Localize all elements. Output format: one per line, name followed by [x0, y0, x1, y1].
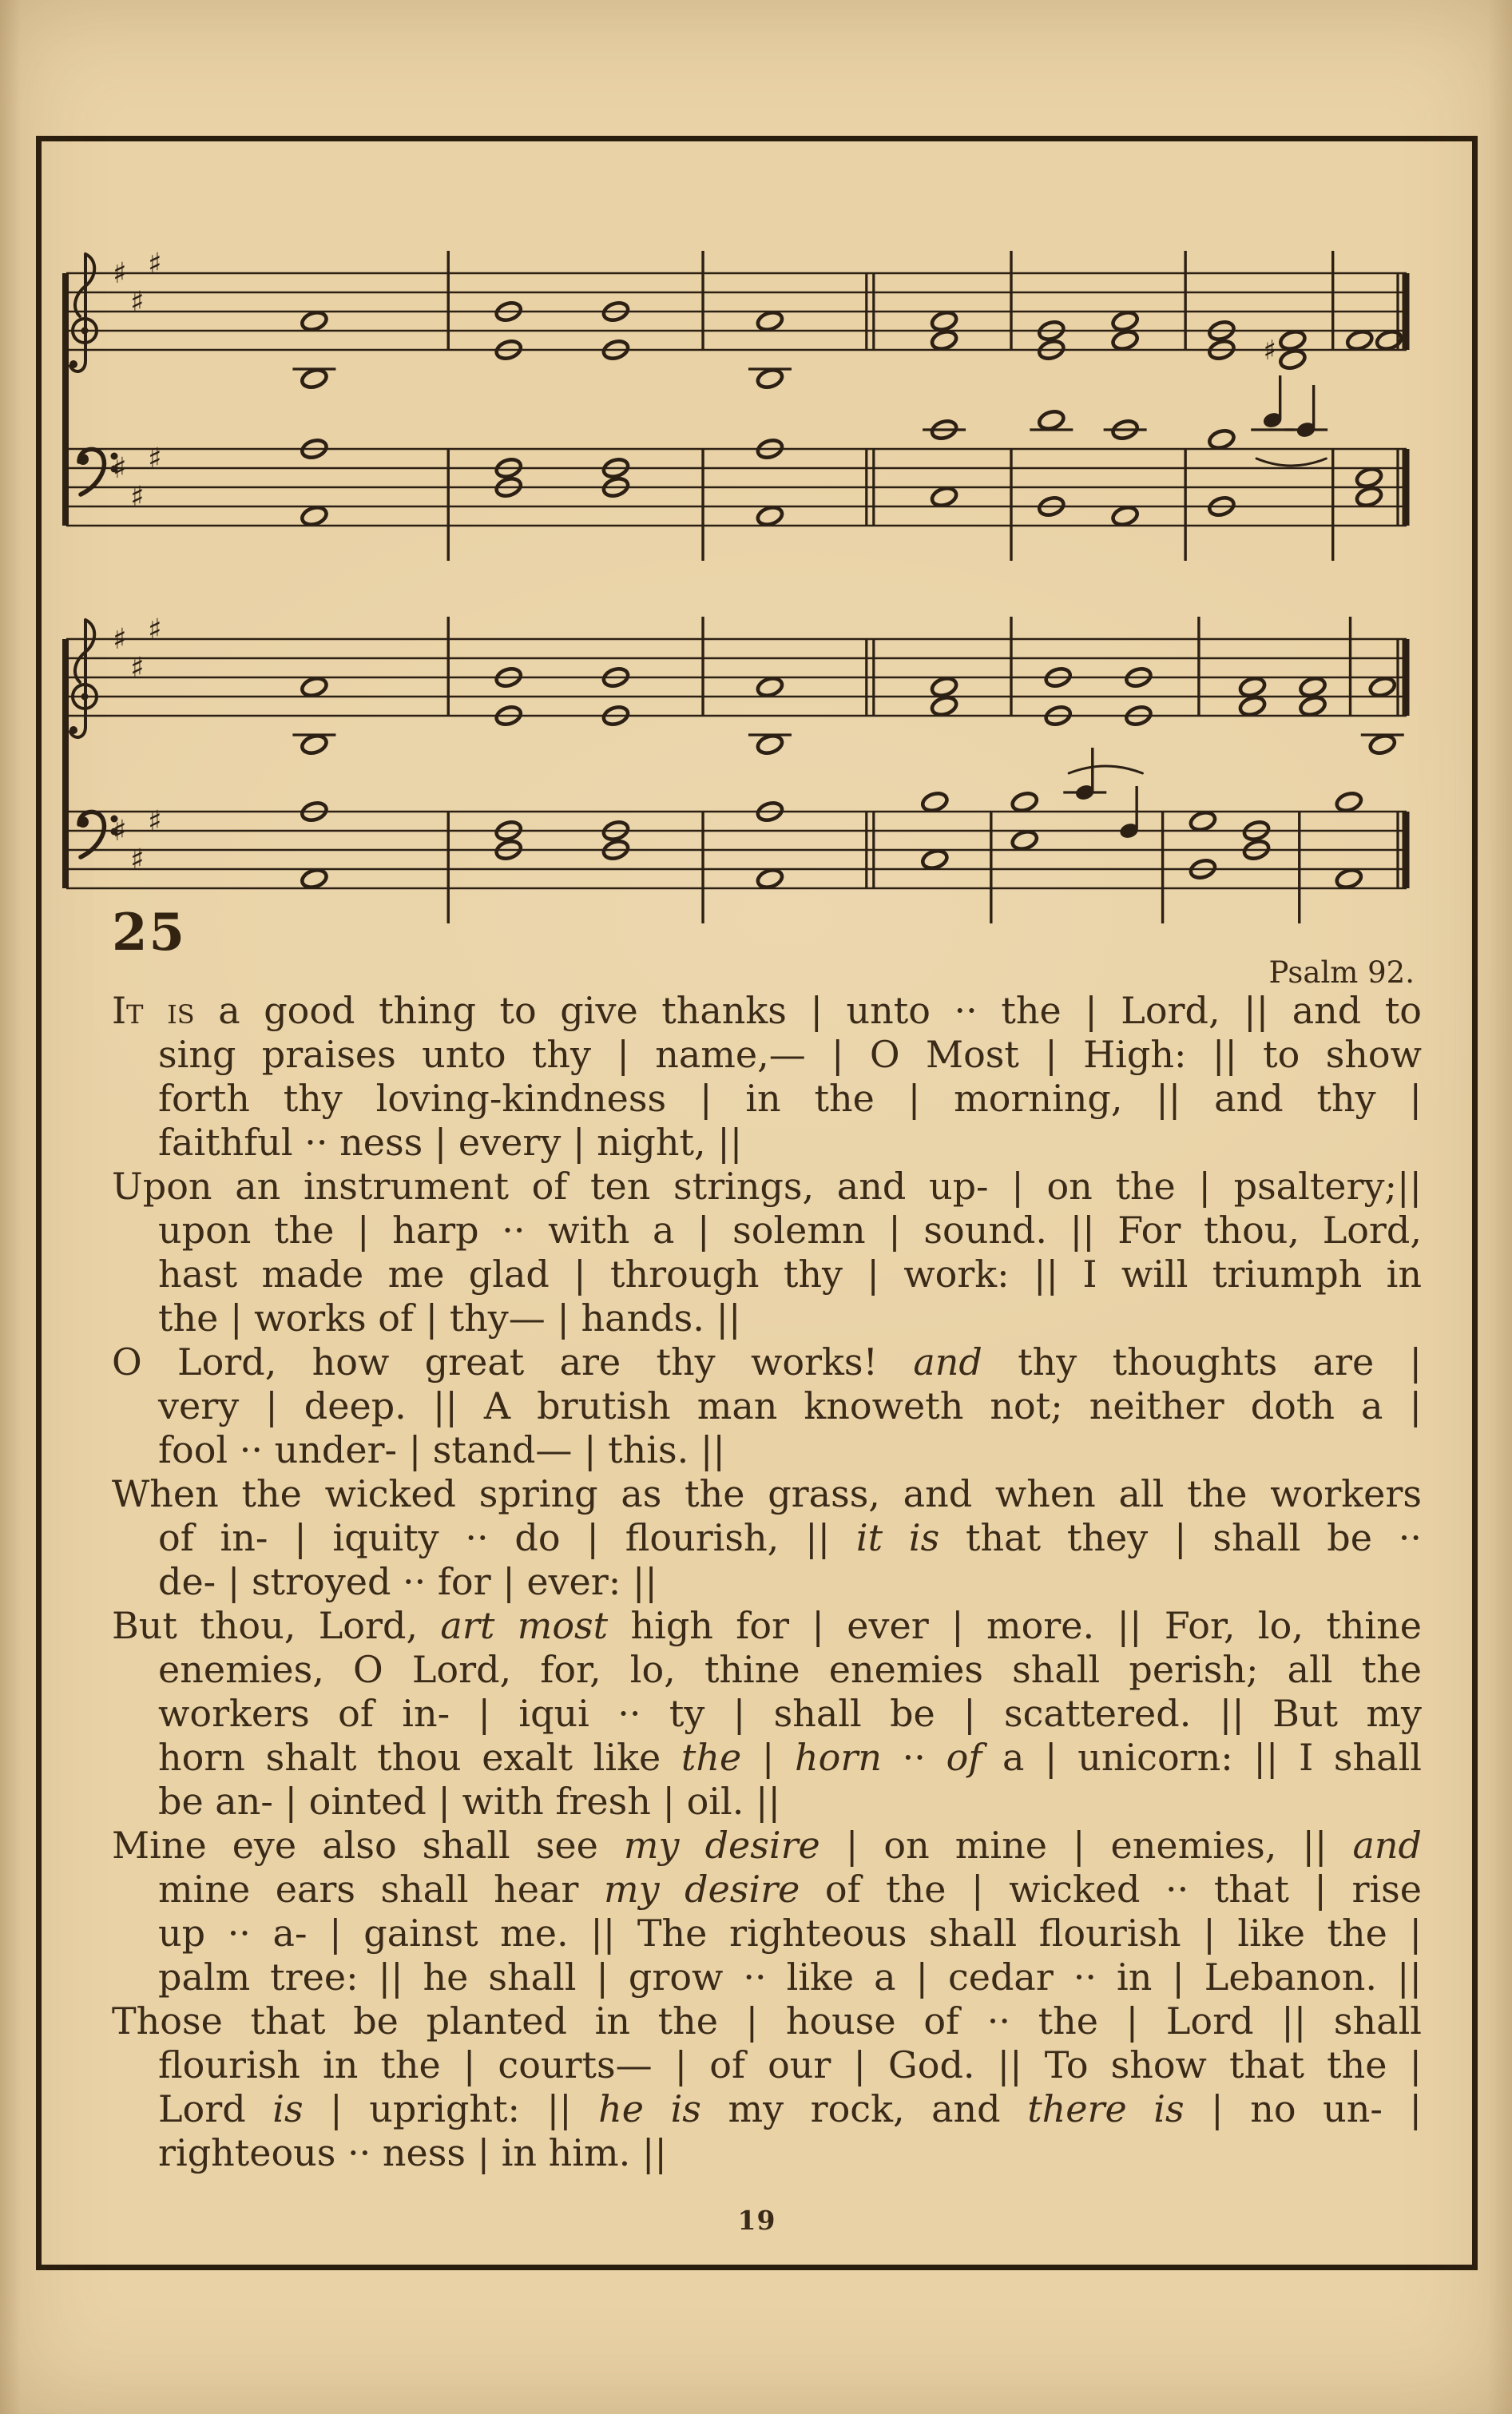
psalm-text-run: the | works of | thy— | hands. || — [158, 1296, 741, 1340]
bass-staff — [66, 748, 1407, 923]
svg-text:♯: ♯ — [1263, 335, 1276, 367]
psalm-text-run: flourish in the | courts— | of our | God. || To show that the | — [158, 2043, 1422, 2086]
psalm-line — [112, 1868, 1422, 1912]
whole-note — [1345, 329, 1374, 352]
psalm-line — [112, 1780, 1422, 1824]
svg-text:♯: ♯ — [148, 613, 162, 646]
psalm-text-run: upon the | harp ·· with a | solemn | sound. || For thou, Lord, — [158, 1209, 1422, 1252]
whole-note — [1335, 868, 1363, 891]
whole-note — [1299, 676, 1327, 699]
psalm-text-run: It is — [112, 989, 195, 1032]
psalm-text-run: up ·· a- | gainst me. || The righteous shall flourish | like the | — [158, 1912, 1422, 1955]
whole-note — [1037, 409, 1066, 432]
psalm-line — [112, 1165, 1422, 1209]
treble-clef-icon — [69, 254, 97, 371]
psalm-text-run: ·· — [881, 1736, 946, 1779]
whole-note — [1111, 310, 1140, 333]
whole-note — [1111, 329, 1140, 352]
psalm-text-run: | no un- | — [1184, 2087, 1422, 2130]
psalm-line — [112, 1077, 1422, 1121]
bass-staff — [66, 375, 1407, 561]
treble-clef-icon — [69, 620, 97, 737]
psalm-line — [112, 2131, 1422, 2175]
psalm-text-run: O Lord, how great are thy works! — [112, 1340, 914, 1384]
whole-note — [930, 310, 958, 333]
psalm-line — [112, 1692, 1422, 1736]
psalm-text-run: and — [1352, 1824, 1422, 1867]
psalm-text-run: and — [913, 1340, 982, 1384]
psalm-line — [112, 1736, 1422, 1780]
svg-text:♯: ♯ — [113, 815, 127, 848]
psalm-text-run: of the | wicked ·· that | rise — [800, 1868, 1422, 1911]
psalm-line — [112, 1648, 1422, 1692]
music-system-1 — [36, 240, 1442, 583]
psalm-paragraph — [112, 1999, 1422, 2175]
whole-note — [1299, 695, 1327, 718]
psalm-reference: Psalm 92. — [1268, 955, 1415, 990]
music-system-2 — [36, 605, 1442, 949]
psalm-paragraph — [112, 1604, 1422, 1824]
whole-note — [1355, 486, 1383, 509]
whole-note — [1355, 467, 1383, 490]
psalm-text-run: Upon an instrument of ten strings, and up- | on the | psaltery;|| — [112, 1165, 1422, 1208]
whole-note — [1208, 428, 1236, 451]
page-number: 19 — [737, 2205, 776, 2236]
psalm-text-run: high for | ever | more. || For, lo, thine — [608, 1604, 1422, 1647]
psalm-text-run: my desire — [603, 1868, 800, 1911]
psalm-text-run: that they | shall be ·· — [939, 1516, 1422, 1559]
whole-note — [1010, 791, 1039, 814]
whole-note — [1111, 505, 1140, 528]
psalm-text-run: art most — [440, 1604, 609, 1647]
whole-note — [1238, 695, 1267, 718]
svg-text:♯: ♯ — [113, 452, 127, 485]
whole-note — [1375, 329, 1403, 352]
psalm-line — [112, 1209, 1422, 1253]
whole-note — [1368, 676, 1397, 699]
whole-note — [756, 733, 784, 756]
psalm-line — [112, 1560, 1422, 1604]
whole-note — [756, 367, 784, 391]
psalm-text-run: of in- | iquity ·· do | flourish, || — [158, 1516, 856, 1559]
svg-text:♯: ♯ — [130, 286, 145, 319]
psalm-text-run: | on mine | enemies, || — [819, 1824, 1353, 1867]
whole-note — [930, 695, 958, 718]
psalm-text-run: a good thing to give thanks | unto ·· the | Lord, || and to — [194, 989, 1422, 1032]
psalm-text-run: Lord — [158, 2087, 273, 2130]
whole-note — [1335, 791, 1363, 814]
psalm-text-run: he is — [598, 2087, 701, 2130]
psalm-line — [112, 1912, 1422, 1955]
psalm-text-run: But thou, Lord, — [112, 1604, 441, 1647]
psalm-text-run: mine ears shall hear — [158, 1868, 604, 1911]
psalm-line — [112, 1604, 1422, 1648]
psalm-text-run: palm tree: || he shall | grow ·· like a | cedar ·· in | Lebanon. || — [158, 1955, 1422, 1999]
svg-text:♯: ♯ — [130, 481, 145, 514]
psalm-line — [112, 1955, 1422, 1999]
whole-note — [1368, 733, 1397, 756]
psalm-text-run: | — [741, 1736, 796, 1779]
psalm-text-run: a | unicorn: || I shall — [982, 1736, 1422, 1779]
psalm-text-run: Mine eye also shall see — [112, 1824, 624, 1867]
whole-note — [930, 329, 958, 352]
psalm-line — [112, 1340, 1422, 1384]
svg-text:♯: ♯ — [113, 623, 127, 656]
psalm-text-run: of — [946, 1736, 982, 1779]
psalm-paragraph — [112, 989, 1422, 1165]
psalm-line — [112, 1033, 1422, 1077]
whole-note — [300, 733, 329, 756]
whole-note — [300, 367, 329, 391]
psalm-text-run: my desire — [623, 1824, 820, 1867]
whole-note — [930, 676, 958, 699]
whole-note — [756, 505, 784, 528]
svg-text:♯: ♯ — [148, 248, 162, 280]
svg-text:♯: ♯ — [130, 652, 145, 685]
whole-note — [1189, 810, 1217, 833]
psalm-text-run: faithful ·· ness | every | night, || — [158, 1121, 743, 1164]
psalm-text-run: workers of in- | iqui ·· ty | shall be | scattered. || But my — [158, 1692, 1422, 1735]
psalm-text-run: When the wicked spring as the grass, and when all the workers — [112, 1472, 1422, 1515]
treble-staff — [66, 248, 1407, 390]
whole-note — [1238, 676, 1267, 699]
psalm-text-run: thy thoughts are | — [982, 1340, 1422, 1384]
svg-text:♯: ♯ — [148, 805, 162, 838]
whole-note — [930, 486, 958, 509]
psalm-paragraph — [112, 1165, 1422, 1340]
psalm-text-run: fool ·· under- | stand— | this. || — [158, 1428, 725, 1471]
psalm-paragraph — [112, 1824, 1422, 1999]
psalm-text-run: very | deep. || A brutish man knoweth not; neither doth a | — [158, 1384, 1422, 1427]
psalm-text-run: horn — [795, 1736, 882, 1779]
psalm-text-run: it is — [855, 1516, 940, 1559]
psalm-paragraph — [112, 1340, 1422, 1472]
whole-note — [756, 868, 784, 891]
psalm-line — [112, 2043, 1422, 2087]
whole-note — [300, 310, 329, 333]
psalm-line — [112, 989, 1422, 1033]
whole-note — [1010, 829, 1039, 852]
psalm-text-run: sing praises unto thy | name,— | O Most | High: || to show — [158, 1033, 1422, 1076]
psalm-text-run: forth thy loving-kindness | in the | morning, || and thy | — [158, 1077, 1422, 1120]
psalm-line — [112, 1516, 1422, 1560]
whole-note — [1279, 329, 1308, 352]
psalm-line — [112, 2087, 1422, 2131]
psalm-text-run: my rock, and — [700, 2087, 1028, 2130]
svg-text:♯: ♯ — [130, 844, 145, 876]
whole-note — [300, 676, 329, 699]
whole-note — [921, 848, 950, 872]
whole-note — [921, 791, 950, 814]
psalm-text — [112, 989, 1422, 2175]
psalm-text-run: righteous ·· ness | in him. || — [158, 2131, 667, 2174]
whole-note — [756, 310, 784, 333]
psalm-line — [112, 1384, 1422, 1428]
psalm-line — [112, 1999, 1422, 2043]
psalm-text-run: hast made me glad | through thy | work: || I will triumph in — [158, 1253, 1422, 1296]
psalm-text-run: be an- | ointed | with fresh | oil. || — [158, 1780, 780, 1823]
psalm-line — [112, 1824, 1422, 1868]
whole-note — [300, 868, 329, 891]
psalm-text-run: is — [272, 2087, 304, 2130]
psalm-text-run: enemies, O Lord, for, lo, thine enemies shall perish; all the — [158, 1648, 1422, 1691]
psalm-line — [112, 1253, 1422, 1296]
whole-note — [1279, 348, 1308, 371]
treble-staff — [66, 613, 1407, 756]
hymn-number: 25 — [112, 903, 187, 963]
psalm-text-run: there is — [1027, 2087, 1185, 2130]
psalm-line — [112, 1296, 1422, 1340]
whole-note — [756, 676, 784, 699]
psalm-text-run: | upright: || — [303, 2087, 599, 2130]
psalm-text-run: Those that be planted in the | house of ·· the | Lord || shall — [112, 1999, 1422, 2043]
psalm-text-run: the — [681, 1736, 742, 1779]
psalm-text-run: de- | stroyed ·· for | ever: || — [158, 1560, 657, 1603]
psalm-paragraph — [112, 1472, 1422, 1604]
svg-text:♯: ♯ — [113, 257, 127, 290]
psalm-line — [112, 1428, 1422, 1472]
svg-text:♯: ♯ — [148, 443, 162, 475]
psalm-text-run: horn shalt thou exalt like — [158, 1736, 681, 1779]
psalm-line — [112, 1472, 1422, 1516]
whole-note — [300, 505, 329, 528]
psalm-line — [112, 1121, 1422, 1165]
